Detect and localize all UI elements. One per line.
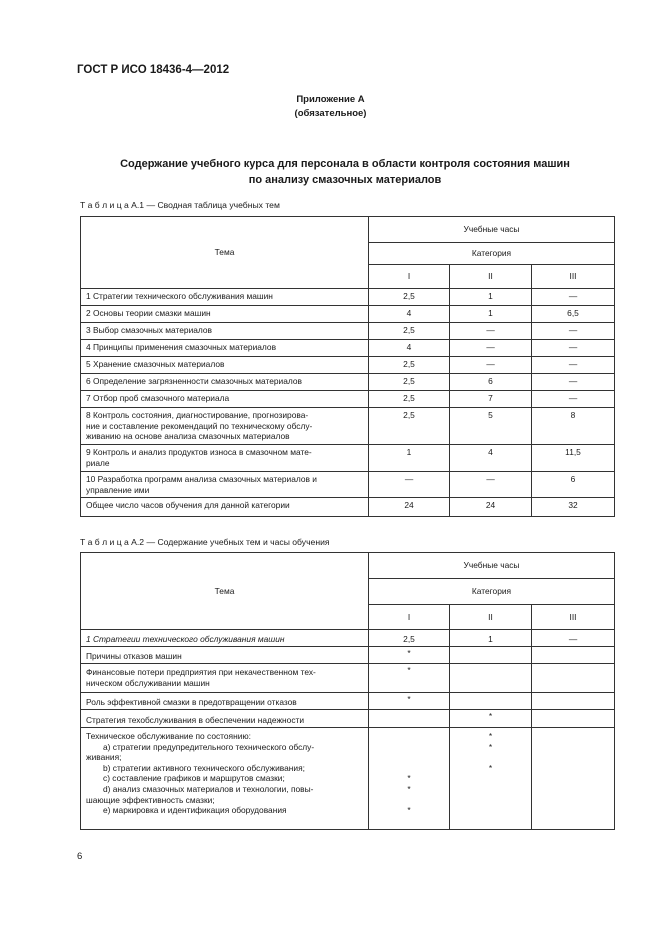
table-row xyxy=(81,306,615,323)
row-cat3-value xyxy=(532,647,615,664)
row-cat1-value: 2,5 xyxy=(369,374,450,391)
row-cat2-value: 6 xyxy=(450,374,532,391)
row-topic-line: живания; xyxy=(86,752,122,763)
row-cat2-value: 7 xyxy=(450,391,532,408)
row-cat2-value: — xyxy=(450,357,532,374)
row-cat1-value: 2,5 xyxy=(369,630,450,647)
row-topic: Стратегия техобслуживания в обеспечении надежности xyxy=(81,710,369,728)
row-topic-line: d) анализ смазочных материалов и технологии, повы- xyxy=(103,783,314,794)
row-cat3-value xyxy=(532,710,615,728)
row-topic-line: риале xyxy=(86,457,110,468)
row-cat3-value: — xyxy=(532,374,615,391)
row-topic xyxy=(81,728,369,830)
row-cat2-value xyxy=(450,647,532,664)
row-cat1-value: 4 xyxy=(369,340,450,357)
row-topic: Роль эффективной смазки в предотвращении отказов xyxy=(81,693,369,710)
table2-caption: Т а б л и ц а А.2 — Содержание учебных тем и часы обучения xyxy=(80,537,330,547)
row-cat1-value: 2,5 xyxy=(369,289,450,306)
main-title xyxy=(80,156,610,188)
row-cat3-value: 11,5 xyxy=(532,445,615,472)
row-cat1-value: * xyxy=(369,664,450,693)
row-cat3-value: — xyxy=(532,323,615,340)
table-row xyxy=(81,647,615,664)
row-cat2-value: 4 xyxy=(450,445,532,472)
table2-cat3-header: III xyxy=(532,605,615,630)
row-topic xyxy=(81,408,369,445)
row-topic: 1 Стратегии технического обслуживания машин xyxy=(81,289,369,306)
row-topic-line: a) стратегии предупредительного технического обслу- xyxy=(103,741,315,752)
row-cat3-value xyxy=(532,728,615,830)
row-cat1-value: 4 xyxy=(369,306,450,323)
row-topic-line: шающие эффективность смазки; xyxy=(86,794,215,805)
row-cat1-value: 2,5 xyxy=(369,391,450,408)
row-cat2-value: 24 xyxy=(450,498,532,517)
row-cat2-value: 1 xyxy=(450,630,532,647)
table2-cat2-header: II xyxy=(450,605,532,630)
row-cat1-value: 2,5 xyxy=(369,323,450,340)
row-cat1-value xyxy=(369,728,450,830)
table2-cat1-header: I xyxy=(369,605,450,630)
table1-caption: Т а б л и ц а А.1 — Сводная таблица учебных тем xyxy=(80,200,280,210)
row-topic-line: ние и составление рекомендаций по техническому обслу- xyxy=(86,420,313,431)
table-row xyxy=(81,323,615,340)
star-mark: * xyxy=(407,805,411,816)
row-cat3-value: 32 xyxy=(532,498,615,517)
table1-category-header: Категория xyxy=(369,243,615,265)
page-number: 6 xyxy=(77,851,83,862)
main-title-line1: Содержание учебного курса для персонала в области контроля состояния машин xyxy=(120,158,570,170)
row-cat2-value: 5 xyxy=(450,408,532,445)
row-topic: 5 Хранение смазочных материалов xyxy=(81,357,369,374)
star-mark: * xyxy=(488,731,493,741)
table2 xyxy=(80,552,615,830)
row-topic-line: b) стратегии активного технического обслуживания; xyxy=(103,762,305,773)
row-topic xyxy=(81,445,369,472)
row-topic: 1 Стратегии технического обслуживания машин xyxy=(81,630,369,647)
row-topic-line: Финансовые потери предприятия при некачественном тех- xyxy=(86,667,316,677)
row-cat1-value: * xyxy=(369,693,450,710)
table-row xyxy=(81,728,615,830)
row-topic-line: e) маркировка и идентификация оборудования xyxy=(103,805,287,816)
star-mark: * xyxy=(407,773,411,784)
row-cat2-value: — xyxy=(450,323,532,340)
table-row xyxy=(81,498,615,517)
row-cat1-value: — xyxy=(369,472,450,498)
table1-cat3-header: III xyxy=(532,265,615,289)
row-cat3-value: 6 xyxy=(532,472,615,498)
row-cat3-value: — xyxy=(532,630,615,647)
table-row xyxy=(81,340,615,357)
table1 xyxy=(80,216,615,517)
row-topic: Причины отказов машин xyxy=(81,647,369,664)
table-row xyxy=(81,374,615,391)
table-row xyxy=(81,693,615,710)
row-cat1-value: 2,5 xyxy=(369,357,450,374)
table1-cat2-header: II xyxy=(450,265,532,289)
table-row xyxy=(81,710,615,728)
star-mark: * xyxy=(488,741,493,752)
row-topic: 2 Основы теории смазки машин xyxy=(81,306,369,323)
row-topic-line: c) составление графиков и маршрутов смазки; xyxy=(103,773,285,784)
row-topic: 4 Принципы применения смазочных материалов xyxy=(81,340,369,357)
row-topic: 7 Отбор проб смазочного материала xyxy=(81,391,369,408)
row-cat2-value xyxy=(450,664,532,693)
row-topic-line: Техническое обслуживание по состоянию: xyxy=(86,731,252,741)
row-cat1-value: 2,5 xyxy=(369,408,450,445)
table1-topic-header: Тема xyxy=(81,217,369,289)
row-cat2-value: 1 xyxy=(450,289,532,306)
star-mark: * xyxy=(488,762,493,773)
row-cat1-value: * xyxy=(369,647,450,664)
row-topic-line: ническом обслуживании машин xyxy=(86,677,210,688)
table1-cat1-header: I xyxy=(369,265,450,289)
row-cat3-value: — xyxy=(532,357,615,374)
row-topic-line: 9 Контроль и анализ продуктов износа в смазочном мате- xyxy=(86,447,312,457)
document-id: ГОСТ Р ИСО 18436-4—2012 xyxy=(77,64,230,76)
star-mark: * xyxy=(407,783,411,794)
row-cat2-value xyxy=(450,693,532,710)
row-cat1-value: 1 xyxy=(369,445,450,472)
row-cat2-value: 1 xyxy=(450,306,532,323)
row-topic-line: 10 Разработка программ анализа смазочных материалов и xyxy=(86,474,317,484)
table-row xyxy=(81,630,615,647)
row-topic-line: управление ими xyxy=(86,484,150,495)
table-row xyxy=(81,664,615,693)
row-topic xyxy=(81,472,369,498)
row-topic: 3 Выбор смазочных материалов xyxy=(81,323,369,340)
table-row xyxy=(81,408,615,445)
row-topic xyxy=(81,664,369,693)
row-cat3-value: — xyxy=(532,340,615,357)
table2-hours-header: Учебные часы xyxy=(369,553,615,579)
table-row xyxy=(81,289,615,306)
row-topic: 6 Определение загрязненности смазочных материалов xyxy=(81,374,369,391)
row-cat3-value xyxy=(532,693,615,710)
table-row xyxy=(81,357,615,374)
row-cat2-value xyxy=(450,728,532,830)
row-cat3-value: 6,5 xyxy=(532,306,615,323)
table-row xyxy=(81,391,615,408)
row-cat3-value: — xyxy=(532,391,615,408)
main-title-line2: по анализу смазочных материалов xyxy=(248,174,442,186)
row-cat2-value: — xyxy=(450,340,532,357)
row-cat3-value: 8 xyxy=(532,408,615,445)
row-cat2-value: — xyxy=(450,472,532,498)
table2-topic-header: Тема xyxy=(81,553,369,630)
row-topic-line: 8 Контроль состояния, диагностирование, прогнозирова- xyxy=(86,410,309,420)
table1-hours-header: Учебные часы xyxy=(369,217,615,243)
row-cat2-value: * xyxy=(450,710,532,728)
row-cat1-value xyxy=(369,710,450,728)
row-cat1-value: 24 xyxy=(369,498,450,517)
row-topic: Общее число часов обучения для данной категории xyxy=(81,498,369,517)
row-cat3-value: — xyxy=(532,289,615,306)
table-row xyxy=(81,445,615,472)
annex-status: (обязательное) xyxy=(294,108,367,119)
table2-category-header: Категория xyxy=(369,579,615,605)
table-row xyxy=(81,472,615,498)
annex-title: Приложение А xyxy=(296,94,365,105)
row-cat3-value xyxy=(532,664,615,693)
row-topic-line: живанию на основе анализа смазочных материалов xyxy=(86,431,290,442)
